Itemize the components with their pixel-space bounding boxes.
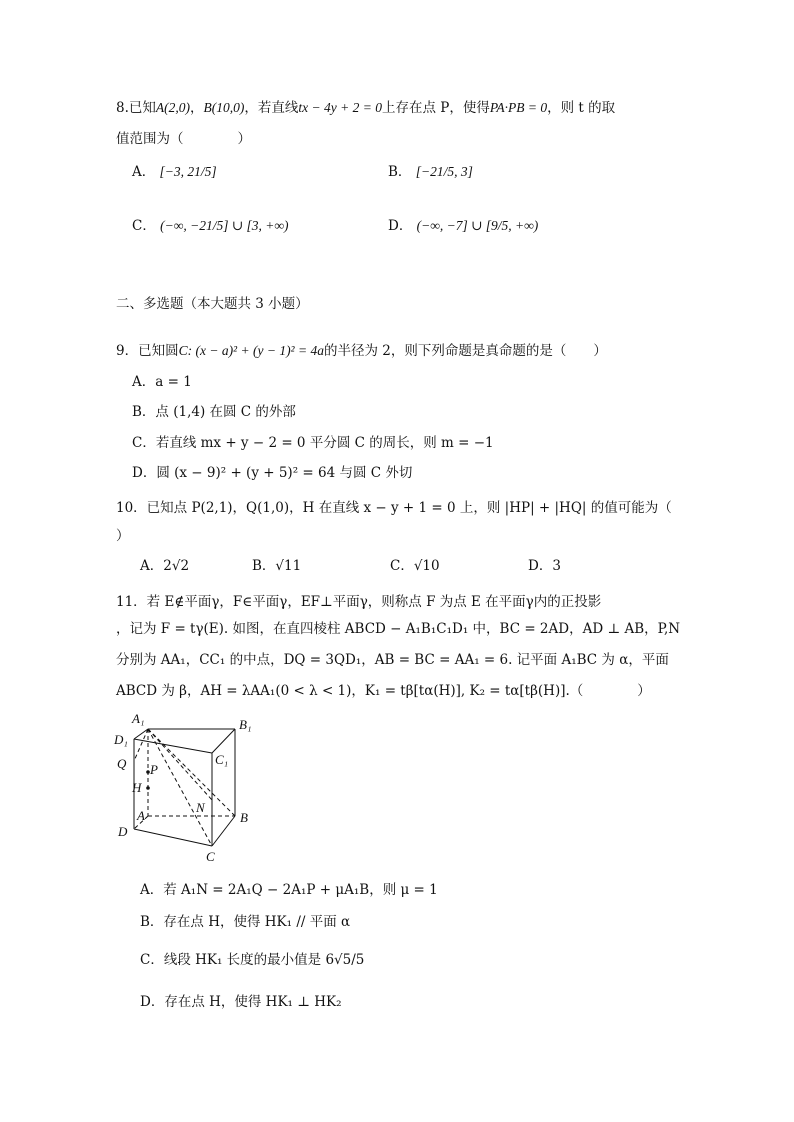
q9-option-a: A．a = 1	[132, 374, 192, 390]
q8-sep: ，	[190, 100, 204, 116]
q8-line-eq: tx − 4y + 2 = 0	[298, 100, 382, 115]
edge-dc	[134, 829, 212, 846]
q8-line2: 值范围为（ ）	[116, 131, 251, 147]
q8-point-a: A(2,0)	[155, 100, 191, 115]
q11-option-c: C．线段 HK₁ 长度的最小值是 6√5/5	[140, 952, 365, 968]
q9-stem	[116, 339, 607, 359]
q8-text: ，则 t 的取	[547, 100, 616, 116]
label-c1: C₁	[215, 752, 229, 767]
q11-line1: 11．若 E∉平面γ，F∈平面γ，EF⊥平面γ，则称点 F 为点 E 在平面γ内的正投影	[116, 594, 602, 610]
label-d: D	[118, 824, 128, 839]
q8-number: 8	[116, 100, 125, 116]
edge-a1d1	[134, 729, 148, 739]
option-label: B．	[388, 164, 412, 180]
label-d1: D₁	[114, 732, 128, 747]
label-n: N	[196, 800, 205, 815]
q11-option-b: B．存在点 H，使得 HK₁ // 平面 α	[140, 914, 351, 930]
q9-text: 9．已知圆	[116, 343, 179, 359]
q9-option-c: C．若直线 mx + y − 2 = 0 平分圆 C 的周长，则 m = −1	[132, 435, 494, 451]
label-a: A	[137, 808, 145, 823]
q10-line1: 10．已知点 P(2,1)，Q(1,0)，H 在直线 x − y + 1 = 0 上，则 |HP| + |HQ| 的值可能为（	[116, 500, 672, 516]
label-b: B	[240, 810, 248, 825]
prism-figure	[112, 708, 272, 868]
q8-text: ，若直线	[244, 100, 299, 116]
q9-text: 的半径为 2，则下列命题是真命题的是（ ）	[323, 343, 607, 359]
q11-line4: ABCD 为 β，AH = λAA₁(0 < λ < 1)，K₁ = tβ[tα(H)], K₂ = tα[tβ(H)].（ ）	[116, 683, 651, 699]
q8-option-b	[388, 160, 473, 180]
q11-option-d: D．存在点 H，使得 HK₁ ⊥ HK₂	[140, 994, 342, 1010]
line-a1c	[148, 729, 212, 846]
label-h: H	[132, 780, 142, 795]
q8-option-a-value: [−3, 21/5]	[159, 164, 217, 179]
q10-option-d: D．3	[528, 558, 561, 574]
q10-option-a: A．2√2	[140, 558, 190, 574]
q8-option-d-value: (−∞, −7] ∪ [9/5, +∞)	[416, 218, 539, 233]
q11-option-a: A．若 A₁N = 2A₁Q − 2A₁P + μA₁B，则 μ = 1	[140, 882, 438, 898]
point-h	[146, 786, 150, 790]
q8-dot-product: PA·PB = 0	[489, 100, 548, 115]
q8-option-c-value: (−∞, −21/5] ∪ [3, +∞)	[160, 218, 289, 233]
option-label: A．	[132, 164, 156, 180]
section-heading: 二、多选题（本大题共 3 小题）	[116, 296, 309, 312]
label-a1: A₁	[132, 711, 145, 726]
q9-option-d: D．圆 (x − 9)² + (y + 5)² = 64 与圆 C 外切	[132, 465, 413, 481]
q8-text: 上存在点 P，使得	[381, 100, 490, 116]
label-b1: B₁	[239, 717, 252, 732]
label-p: P	[150, 762, 158, 777]
edge-b1c1	[212, 729, 235, 753]
q8-option-a	[132, 160, 217, 180]
q8-option-c	[132, 214, 289, 234]
q10-option-b: B．√11	[252, 558, 302, 574]
label-c: C	[206, 849, 215, 864]
edge-cb	[212, 816, 235, 846]
q11-line3: 分别为 AA₁，CC₁ 的中点，DQ = 3QD₁，AB = BC = AA₁ = 6. 记平面 A₁BC 为 α，平面	[116, 652, 669, 668]
q9-circle-eq: C: (x − a)² + (y − 1)² = 4a	[178, 343, 324, 358]
edge-d1c1	[134, 739, 212, 753]
q8-option-b-value: [−21/5, 3]	[415, 164, 473, 179]
q11-line2: ，记为 F = tγ(E). 如图，在直四棱柱 ABCD − A₁B₁C₁D₁ 中，BC = 2AD，AD ⊥ AB，P,N	[116, 621, 681, 637]
q10-option-c: C．√10	[390, 558, 440, 574]
q8-line1	[116, 96, 615, 116]
q9-option-b: B．点 (1,4) 在圆 C 的外部	[132, 404, 296, 420]
q8-text: .已知	[124, 100, 156, 116]
q10-line2: ）	[116, 528, 130, 544]
option-label: C．	[132, 218, 156, 234]
q8-option-d	[388, 214, 538, 234]
option-label: D．	[388, 218, 413, 234]
q8-point-b: B(10,0)	[203, 100, 245, 115]
label-q: Q	[117, 756, 127, 771]
